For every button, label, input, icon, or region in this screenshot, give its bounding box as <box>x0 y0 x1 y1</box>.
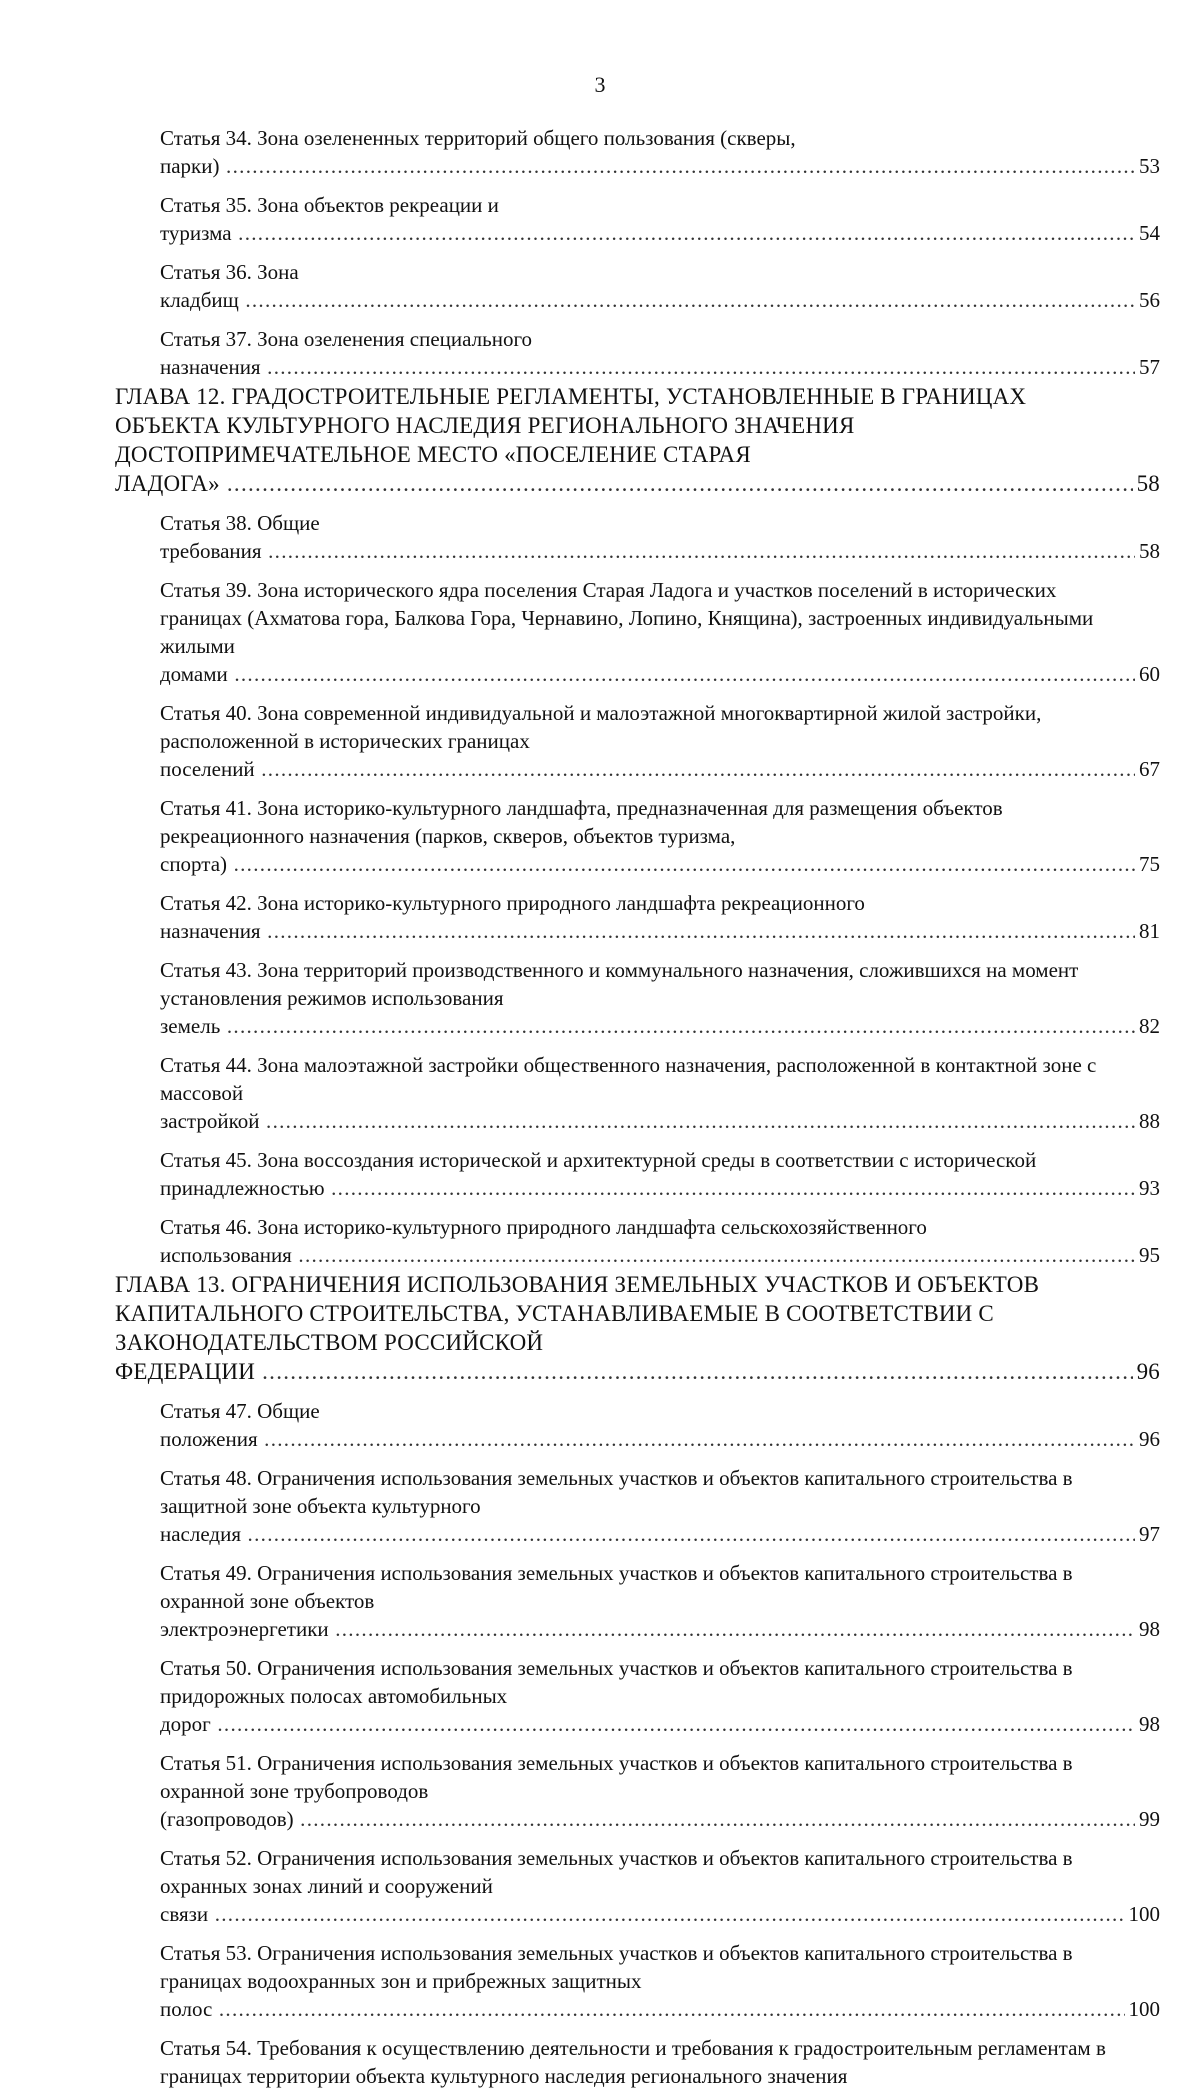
article-title: Статья 43. Зона территорий производственного и коммунального назначения, сложившихся на момент установления режимов использования земель ..... <box>160 958 1160 1038</box>
toc-article-entry[interactable] <box>160 794 1160 878</box>
article-title: Статья 48. Ограничения использования земельных участков и объектов капитального строительства в защитной зоне объекта культурного наследия ..... <box>160 1466 1160 1546</box>
page-ref: 58 <box>1133 469 1160 498</box>
article-title: Статья 38. Общие требования ..... <box>160 511 1160 563</box>
toc-article-entry[interactable] <box>160 1146 1160 1202</box>
toc-article-entry[interactable] <box>160 191 1160 247</box>
page-ref: 99 <box>1135 1805 1160 1833</box>
article-title: Статья 39. Зона исторического ядра поселения Старая Ладога и участков поселений в исторических границах (Ахматова гора, Балкова Гора, Чернавино, Лопино, Княщина), застроенных индивидуальными жилыми домами ..... <box>160 578 1160 686</box>
article-title: Статья 46. Зона историко-культурного природного ландшафта сельскохозяйственного использования ..... <box>160 1215 1160 1267</box>
article-title: Статья 37. Зона озеленения специального назначения ..... <box>160 327 1160 379</box>
toc-article-entry[interactable] <box>160 1397 1160 1453</box>
page-ref: 96 <box>1135 1425 1160 1453</box>
toc-article-entry[interactable] <box>160 1464 1160 1548</box>
page-ref: 82 <box>1135 1012 1160 1040</box>
article-title: Статья 44. Зона малоэтажной застройки общественного назначения, расположенной в контактной зоне с массовой застройкой ..... <box>160 1053 1160 1133</box>
chapter-title: ГЛАВА 13. ОГРАНИЧЕНИЯ ИСПОЛЬЗОВАНИЯ ЗЕМЕЛЬНЫХ УЧАСТКОВ И ОБЪЕКТОВ КАПИТАЛЬНОГО СТРОИТЕЛЬСТВА, УСТАНАВЛИВАЕМЫЕ В СООТВЕТСТВИИ С ЗАКОНОДАТЕЛЬСТВОМ РОССИЙСКОЙ ФЕДЕРАЦИИ ..... <box>115 1272 1160 1384</box>
article-title: Статья 42. Зона историко-культурного природного ландшафта рекреационного назначения ..... <box>160 891 1160 943</box>
toc-chapter-entry[interactable] <box>115 382 1160 498</box>
toc-article-entry[interactable] <box>160 699 1160 783</box>
toc-article-entry[interactable] <box>160 1559 1160 1643</box>
page-ref: 53 <box>1135 152 1160 180</box>
page-ref: 67 <box>1135 755 1160 783</box>
page-ref: 95 <box>1135 1241 1160 1269</box>
article-title: Статья 41. Зона историко-культурного ландшафта, предназначенная для размещения объектов рекреационного назначения (парков, скверов, объектов туризма, спорта) ..... <box>160 796 1160 876</box>
page-ref: 81 <box>1135 917 1160 945</box>
toc-article-entry[interactable] <box>160 1749 1160 1833</box>
page-ref: 98 <box>1135 1615 1160 1643</box>
article-title: Статья 51. Ограничения использования земельных участков и объектов капитального строительства в охранной зоне трубопроводов (газопроводов) ..... <box>160 1751 1160 1831</box>
page-ref: 97 <box>1135 1520 1160 1548</box>
article-title: Статья 52. Ограничения использования земельных участков и объектов капитального строительства в охранных зонах линий и сооружений связи ..... <box>160 1846 1160 1926</box>
article-title: Статья 36. Зона кладбищ ..... <box>160 260 1160 312</box>
table-of-contents <box>0 124 1200 2090</box>
toc-article-entry[interactable] <box>160 325 1160 381</box>
page-ref: 54 <box>1135 219 1160 247</box>
toc-chapter-entry[interactable] <box>115 1270 1160 1386</box>
article-title: Статья 45. Зона воссоздания исторической и архитектурной среды в соответствии с исторической принадлежностью ..... <box>160 1148 1160 1200</box>
chapter-title: ГЛАВА 12. ГРАДОСТРОИТЕЛЬНЫЕ РЕГЛАМЕНТЫ, УСТАНОВЛЕННЫЕ В ГРАНИЦАХ ОБЪЕКТА КУЛЬТУРНОГО НАСЛЕДИЯ РЕГИОНАЛЬНОГО ЗНАЧЕНИЯ ДОСТОПРИМЕЧАТЕЛЬНОЕ МЕСТО «ПОСЕЛЕНИЕ СТАРАЯ ЛАДОГА» ..... <box>115 384 1160 496</box>
page-ref: 93 <box>1135 1174 1160 1202</box>
toc-article-entry[interactable] <box>160 889 1160 945</box>
page-ref: 57 <box>1135 353 1160 381</box>
article-title: Статья 34. Зона озелененных территорий общего пользования (скверы, парки) ..... <box>160 126 1160 178</box>
toc-article-entry[interactable] <box>160 124 1160 180</box>
toc-article-entry[interactable] <box>160 1213 1160 1269</box>
toc-article-entry[interactable] <box>160 1844 1160 1928</box>
article-title: Статья 40. Зона современной индивидуальной и малоэтажной многоквартирной жилой застройки, расположенной в исторических границах поселений ..... <box>160 701 1160 781</box>
toc-article-entry[interactable] <box>160 1654 1160 1738</box>
page-ref: 100 <box>1125 1995 1161 2023</box>
article-title: Статья 35. Зона объектов рекреации и туризма ..... <box>160 193 1160 245</box>
page-ref: 100 <box>1125 1900 1161 1928</box>
article-title: Статья 54. Требования к осуществлению деятельности и требования к градостроительным регламентам в границах территории объекта культурного наследия регионального значения <box>160 2036 1106 2088</box>
page-ref: 58 <box>1135 537 1160 565</box>
toc-article-entry[interactable] <box>160 509 1160 565</box>
page-ref: 60 <box>1135 660 1160 688</box>
page-ref: 98 <box>1135 1710 1160 1738</box>
toc-article-entry[interactable] <box>160 956 1160 1040</box>
page-ref: 75 <box>1135 850 1160 878</box>
toc-article-entry[interactable] <box>160 576 1160 688</box>
page-ref: 96 <box>1133 1357 1160 1386</box>
article-title: Статья 49. Ограничения использования земельных участков и объектов капитального строительства в охранной зоне объектов электроэнергетики ..... <box>160 1561 1160 1641</box>
article-title: Статья 53. Ограничения использования земельных участков и объектов капитального строительства в границах водоохранных зон и прибрежных защитных полос ..... <box>160 1941 1160 2021</box>
page-number: 3 <box>594 72 606 97</box>
page-ref: 56 <box>1135 286 1160 314</box>
article-title: Статья 47. Общие положения ..... <box>160 1399 1160 1451</box>
toc-article-entry[interactable] <box>160 258 1160 314</box>
article-title: Статья 50. Ограничения использования земельных участков и объектов капитального строительства в придорожных полосах автомобильных дорог ..... <box>160 1656 1160 1736</box>
toc-article-entry[interactable] <box>160 1051 1160 1135</box>
toc-article-entry[interactable] <box>160 1939 1160 2023</box>
toc-article-entry[interactable] <box>160 2034 1160 2090</box>
page-ref: 88 <box>1135 1107 1160 1135</box>
